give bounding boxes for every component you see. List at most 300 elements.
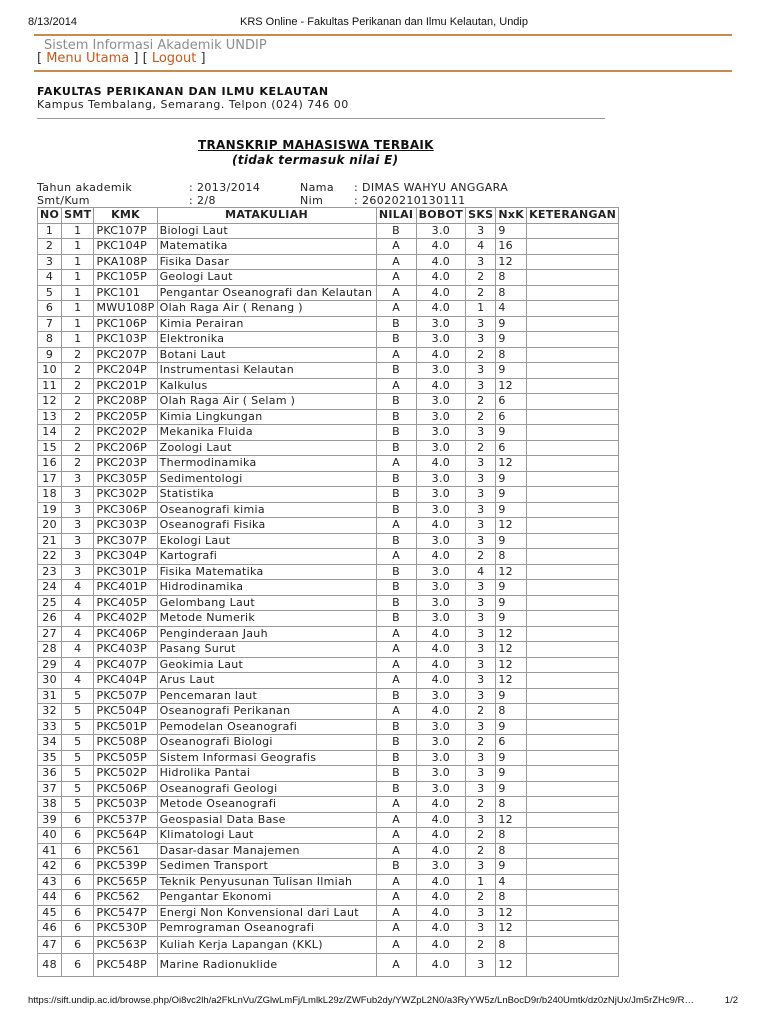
smt-kum-label: Smt/Kum: [37, 194, 90, 207]
cell-nilai: A: [376, 828, 416, 844]
cell-bobot: 4.0: [416, 704, 465, 720]
faculty-address: Kampus Tembalang, Semarang. Telpon (024) 746 00: [37, 98, 349, 111]
cell-keterangan: [527, 642, 619, 658]
cell-matakuliah: Geospasial Data Base: [157, 812, 376, 828]
cell-matakuliah: Geokimia Laut: [157, 657, 376, 673]
cell-nilai: A: [376, 936, 416, 954]
header-kmk: KMK: [94, 208, 157, 224]
cell-matakuliah: Fisika Dasar: [157, 254, 376, 270]
cell-bobot: 3.0: [416, 425, 465, 441]
cell-smt: 2: [62, 394, 94, 410]
cell-bobot: 3.0: [416, 781, 465, 797]
table-row: [38, 704, 619, 720]
cell-no: 16: [38, 456, 62, 472]
cell-nilai: B: [376, 425, 416, 441]
cell-sks: 2: [466, 409, 496, 425]
table-row: [38, 239, 619, 255]
cell-smt: 3: [62, 518, 94, 534]
table-row: [38, 285, 619, 301]
cell-no: 1: [38, 223, 62, 239]
cell-smt: 5: [62, 750, 94, 766]
cell-matakuliah: Klimatologi Laut: [157, 828, 376, 844]
cell-sks: 3: [466, 673, 496, 689]
menu-bracket-open: [: [37, 51, 43, 66]
cell-bobot: 3.0: [416, 735, 465, 751]
cell-no: 10: [38, 363, 62, 379]
menu-divider: [34, 70, 732, 72]
cell-nxk: 12: [496, 642, 527, 658]
cell-matakuliah: Sistem Informasi Geografis: [157, 750, 376, 766]
cell-keterangan: [527, 316, 619, 332]
cell-matakuliah: Olah Raga Air ( Selam ): [157, 394, 376, 410]
cell-nxk: 9: [496, 471, 527, 487]
table-header-row: [38, 208, 619, 224]
cell-nilai: A: [376, 921, 416, 937]
cell-smt: 4: [62, 626, 94, 642]
table-row: [38, 874, 619, 890]
cell-bobot: 3.0: [416, 440, 465, 456]
table-row: [38, 378, 619, 394]
cell-kmk: PKC537P: [94, 812, 157, 828]
cell-keterangan: [527, 239, 619, 255]
cell-kmk: PKC565P: [94, 874, 157, 890]
cell-smt: 3: [62, 533, 94, 549]
transcript-title: TRANSKRIP MAHASISWA TERBAIK: [198, 138, 434, 152]
cell-keterangan: [527, 378, 619, 394]
cell-nxk: 8: [496, 936, 527, 954]
cell-nilai: A: [376, 378, 416, 394]
cell-smt: 1: [62, 301, 94, 317]
cell-keterangan: [527, 471, 619, 487]
cell-nilai: B: [376, 688, 416, 704]
cell-nxk: 9: [496, 595, 527, 611]
cell-sks: 3: [466, 471, 496, 487]
cell-bobot: 3.0: [416, 409, 465, 425]
cell-smt: 6: [62, 859, 94, 875]
cell-smt: 4: [62, 580, 94, 596]
cell-nilai: B: [376, 766, 416, 782]
cell-nilai: A: [376, 954, 416, 977]
cell-matakuliah: Instrumentasi Kelautan: [157, 363, 376, 379]
cell-smt: 6: [62, 843, 94, 859]
cell-keterangan: [527, 735, 619, 751]
cell-bobot: 3.0: [416, 688, 465, 704]
table-row: [38, 301, 619, 317]
cell-kmk: PKC205P: [94, 409, 157, 425]
cell-smt: 5: [62, 704, 94, 720]
cell-kmk: PKC203P: [94, 456, 157, 472]
cell-nilai: B: [376, 487, 416, 503]
cell-bobot: 4.0: [416, 657, 465, 673]
cell-keterangan: [527, 688, 619, 704]
cell-no: 38: [38, 797, 62, 813]
cell-nxk: 12: [496, 626, 527, 642]
cell-no: 13: [38, 409, 62, 425]
table-row: [38, 595, 619, 611]
cell-bobot: 3.0: [416, 394, 465, 410]
table-row: [38, 549, 619, 565]
cell-keterangan: [527, 812, 619, 828]
cell-nxk: 6: [496, 440, 527, 456]
cell-keterangan: [527, 518, 619, 534]
cell-keterangan: [527, 456, 619, 472]
table-row: [38, 626, 619, 642]
cell-keterangan: [527, 611, 619, 627]
cell-keterangan: [527, 657, 619, 673]
cell-no: 33: [38, 719, 62, 735]
cell-sks: 3: [466, 642, 496, 658]
cell-nilai: B: [376, 781, 416, 797]
cell-nilai: B: [376, 533, 416, 549]
cell-no: 12: [38, 394, 62, 410]
cell-kmk: PKC504P: [94, 704, 157, 720]
cell-no: 32: [38, 704, 62, 720]
table-row: [38, 673, 619, 689]
cell-bobot: 4.0: [416, 301, 465, 317]
header-bobot: BOBOT: [416, 208, 465, 224]
cell-bobot: 3.0: [416, 223, 465, 239]
cell-smt: 1: [62, 223, 94, 239]
cell-keterangan: [527, 549, 619, 565]
cell-bobot: 4.0: [416, 954, 465, 977]
cell-kmk: PKC561: [94, 843, 157, 859]
cell-bobot: 3.0: [416, 859, 465, 875]
print-url: https://sift.undip.ac.id/browse.php/Oi8vc2lh/a2FkLnVu/ZGlwLmFj/LmlkL29z/ZWFub2dy/YWZpL2N0/a3RyYW5z/LnBocD9r/b240Umtk/dz0zNjUx/Jm5rZHc9/R…: [28, 995, 694, 1006]
cell-no: 23: [38, 564, 62, 580]
cell-nilai: B: [376, 735, 416, 751]
cell-kmk: PKC107P: [94, 223, 157, 239]
header-nilai: NILAI: [376, 208, 416, 224]
cell-no: 22: [38, 549, 62, 565]
cell-no: 25: [38, 595, 62, 611]
smt-kum-value: : 2/8: [189, 194, 216, 207]
cell-smt: 5: [62, 766, 94, 782]
table-row: [38, 735, 619, 751]
cell-nxk: 4: [496, 301, 527, 317]
cell-nilai: B: [376, 564, 416, 580]
cell-keterangan: [527, 440, 619, 456]
table-row: [38, 502, 619, 518]
cell-keterangan: [527, 270, 619, 286]
cell-kmk: PKC303P: [94, 518, 157, 534]
table-row: [38, 688, 619, 704]
top-divider: [34, 34, 732, 36]
cell-kmk: PKC307P: [94, 533, 157, 549]
cell-bobot: 4.0: [416, 890, 465, 906]
cell-kmk: PKC202P: [94, 425, 157, 441]
cell-matakuliah: Sedimen Transport: [157, 859, 376, 875]
cell-smt: 3: [62, 549, 94, 565]
cell-no: 17: [38, 471, 62, 487]
cell-nxk: 9: [496, 487, 527, 503]
table-row: [38, 719, 619, 735]
tahun-akademik-label: Tahun akademik: [37, 181, 133, 194]
cell-keterangan: [527, 781, 619, 797]
cell-sks: 1: [466, 874, 496, 890]
cell-sks: 2: [466, 704, 496, 720]
cell-nxk: 12: [496, 673, 527, 689]
cell-smt: 5: [62, 797, 94, 813]
cell-nilai: B: [376, 611, 416, 627]
cell-nxk: 9: [496, 223, 527, 239]
cell-bobot: 4.0: [416, 549, 465, 565]
cell-nilai: A: [376, 673, 416, 689]
cell-bobot: 3.0: [416, 766, 465, 782]
cell-no: 35: [38, 750, 62, 766]
cell-matakuliah: Kuliah Kerja Lapangan (KKL): [157, 936, 376, 954]
cell-no: 41: [38, 843, 62, 859]
table-row: [38, 223, 619, 239]
cell-kmk: PKC404P: [94, 673, 157, 689]
cell-smt: 4: [62, 595, 94, 611]
cell-bobot: 4.0: [416, 905, 465, 921]
cell-smt: 3: [62, 564, 94, 580]
cell-kmk: PKC548P: [94, 954, 157, 977]
cell-no: 21: [38, 533, 62, 549]
cell-matakuliah: Geologi Laut: [157, 270, 376, 286]
nim-label: Nim: [300, 194, 324, 207]
cell-bobot: 3.0: [416, 471, 465, 487]
cell-matakuliah: Zoologi Laut: [157, 440, 376, 456]
table-row: [38, 471, 619, 487]
print-page-number: 1/2: [724, 995, 738, 1006]
cell-nxk: 9: [496, 688, 527, 704]
cell-nxk: 12: [496, 456, 527, 472]
cell-matakuliah: Pemrograman Oseanografi: [157, 921, 376, 937]
cell-sks: 3: [466, 626, 496, 642]
cell-matakuliah: Thermodinamika: [157, 456, 376, 472]
cell-smt: 3: [62, 487, 94, 503]
cell-kmk: PKC507P: [94, 688, 157, 704]
cell-no: 4: [38, 270, 62, 286]
cell-kmk: PKC501P: [94, 719, 157, 735]
cell-bobot: 4.0: [416, 270, 465, 286]
cell-smt: 2: [62, 347, 94, 363]
cell-sks: 3: [466, 378, 496, 394]
cell-nxk: 9: [496, 719, 527, 735]
cell-keterangan: [527, 409, 619, 425]
cell-nilai: A: [376, 301, 416, 317]
cell-nxk: 9: [496, 859, 527, 875]
cell-nilai: A: [376, 270, 416, 286]
cell-no: 8: [38, 332, 62, 348]
cell-kmk: PKC563P: [94, 936, 157, 954]
cell-nilai: B: [376, 332, 416, 348]
cell-matakuliah: Oseanografi Geologi: [157, 781, 376, 797]
system-name: Sistem Informasi Akademik UNDIP: [44, 38, 267, 53]
cell-kmk: PKC103P: [94, 332, 157, 348]
cell-matakuliah: Marine Radionuklide: [157, 954, 376, 977]
table-row: [38, 812, 619, 828]
cell-nxk: 8: [496, 843, 527, 859]
cell-sks: 3: [466, 688, 496, 704]
cell-no: 40: [38, 828, 62, 844]
tahun-akademik-value: : 2013/2014: [189, 181, 261, 194]
cell-sks: 3: [466, 595, 496, 611]
cell-bobot: 3.0: [416, 363, 465, 379]
cell-sks: 3: [466, 611, 496, 627]
cell-sks: 3: [466, 719, 496, 735]
cell-no: 7: [38, 316, 62, 332]
cell-keterangan: [527, 301, 619, 317]
table-row: [38, 859, 619, 875]
cell-sks: 2: [466, 828, 496, 844]
cell-sks: 2: [466, 440, 496, 456]
print-date: 8/13/2014: [28, 16, 77, 28]
cell-nxk: 6: [496, 409, 527, 425]
cell-smt: 5: [62, 688, 94, 704]
cell-bobot: 4.0: [416, 843, 465, 859]
cell-sks: 2: [466, 797, 496, 813]
cell-keterangan: [527, 750, 619, 766]
cell-keterangan: [527, 890, 619, 906]
cell-keterangan: [527, 332, 619, 348]
cell-keterangan: [527, 905, 619, 921]
header-sks: SKS: [466, 208, 496, 224]
cell-keterangan: [527, 843, 619, 859]
cell-keterangan: [527, 936, 619, 954]
cell-no: 24: [38, 580, 62, 596]
cell-smt: 2: [62, 456, 94, 472]
cell-kmk: PKC406P: [94, 626, 157, 642]
cell-smt: 6: [62, 936, 94, 954]
cell-bobot: 4.0: [416, 874, 465, 890]
menu-bracket-close: ]: [200, 51, 206, 66]
cell-smt: 4: [62, 642, 94, 658]
cell-sks: 3: [466, 487, 496, 503]
cell-keterangan: [527, 626, 619, 642]
header-smt: SMT: [62, 208, 94, 224]
cell-kmk: PKC201P: [94, 378, 157, 394]
cell-matakuliah: Pencemaran laut: [157, 688, 376, 704]
cell-nilai: A: [376, 642, 416, 658]
table-row: [38, 657, 619, 673]
cell-nilai: B: [376, 595, 416, 611]
cell-matakuliah: Olah Raga Air ( Renang ): [157, 301, 376, 317]
cell-keterangan: [527, 874, 619, 890]
cell-nxk: 12: [496, 812, 527, 828]
cell-nilai: B: [376, 719, 416, 735]
cell-nxk: 9: [496, 502, 527, 518]
cell-nilai: B: [376, 471, 416, 487]
cell-smt: 1: [62, 270, 94, 286]
cell-nxk: 8: [496, 890, 527, 906]
cell-no: 3: [38, 254, 62, 270]
cell-matakuliah: Pengantar Ekonomi: [157, 890, 376, 906]
cell-sks: 1: [466, 301, 496, 317]
cell-nilai: A: [376, 657, 416, 673]
cell-kmk: PKC564P: [94, 828, 157, 844]
cell-bobot: 4.0: [416, 518, 465, 534]
cell-smt: 2: [62, 425, 94, 441]
cell-keterangan: [527, 859, 619, 875]
cell-nilai: B: [376, 363, 416, 379]
cell-kmk: PKC301P: [94, 564, 157, 580]
table-row: [38, 580, 619, 596]
cell-matakuliah: Ekologi Laut: [157, 533, 376, 549]
cell-kmk: PKC506P: [94, 781, 157, 797]
cell-nilai: A: [376, 905, 416, 921]
cell-smt: 3: [62, 471, 94, 487]
cell-nilai: B: [376, 580, 416, 596]
cell-kmk: PKC106P: [94, 316, 157, 332]
cell-matakuliah: Kartografi: [157, 549, 376, 565]
cell-matakuliah: Oseanografi Biologi: [157, 735, 376, 751]
cell-no: 29: [38, 657, 62, 673]
cell-bobot: 4.0: [416, 812, 465, 828]
cell-nilai: B: [376, 750, 416, 766]
cell-bobot: 3.0: [416, 487, 465, 503]
logout-link[interactable]: Logout: [151, 51, 197, 66]
table-row: [38, 270, 619, 286]
cell-no: 18: [38, 487, 62, 503]
cell-nxk: 9: [496, 750, 527, 766]
cell-no: 14: [38, 425, 62, 441]
table-row: [38, 611, 619, 627]
top-menu: [37, 51, 206, 66]
cell-nxk: 8: [496, 270, 527, 286]
cell-keterangan: [527, 487, 619, 503]
table-row: [38, 487, 619, 503]
cell-matakuliah: Biologi Laut: [157, 223, 376, 239]
cell-nilai: B: [376, 440, 416, 456]
cell-kmk: PKC539P: [94, 859, 157, 875]
cell-kmk: PKC206P: [94, 440, 157, 456]
cell-sks: 3: [466, 518, 496, 534]
cell-nxk: 9: [496, 425, 527, 441]
cell-kmk: MWU108P: [94, 301, 157, 317]
cell-nilai: A: [376, 843, 416, 859]
cell-sks: 3: [466, 332, 496, 348]
cell-keterangan: [527, 223, 619, 239]
cell-kmk: PKC562: [94, 890, 157, 906]
cell-sks: 3: [466, 812, 496, 828]
cell-matakuliah: Metode Oseanografi: [157, 797, 376, 813]
cell-matakuliah: Penginderaan Jauh: [157, 626, 376, 642]
cell-matakuliah: Pengantar Oseanografi dan Kelautan: [157, 285, 376, 301]
cell-smt: 1: [62, 332, 94, 348]
header-nxk: NxK: [496, 208, 527, 224]
transcript-table: [37, 207, 619, 977]
cell-sks: 3: [466, 456, 496, 472]
menu-utama-link[interactable]: Menu Utama: [46, 51, 130, 66]
cell-kmk: PKC305P: [94, 471, 157, 487]
cell-nxk: 8: [496, 285, 527, 301]
table-row: [38, 363, 619, 379]
cell-sks: 3: [466, 954, 496, 977]
cell-matakuliah: Arus Laut: [157, 673, 376, 689]
cell-kmk: PKC204P: [94, 363, 157, 379]
table-row: [38, 533, 619, 549]
cell-no: 30: [38, 673, 62, 689]
cell-no: 28: [38, 642, 62, 658]
cell-no: 11: [38, 378, 62, 394]
cell-matakuliah: Kimia Lingkungan: [157, 409, 376, 425]
cell-bobot: 3.0: [416, 580, 465, 596]
cell-smt: 4: [62, 673, 94, 689]
cell-matakuliah: Kimia Perairan: [157, 316, 376, 332]
cell-keterangan: [527, 673, 619, 689]
cell-smt: 1: [62, 239, 94, 255]
cell-nilai: B: [376, 316, 416, 332]
cell-matakuliah: Statistika: [157, 487, 376, 503]
cell-kmk: PKC105P: [94, 270, 157, 286]
cell-sks: 2: [466, 394, 496, 410]
cell-matakuliah: Oseanografi Perikanan: [157, 704, 376, 720]
address-divider: [37, 118, 605, 119]
cell-no: 5: [38, 285, 62, 301]
table-row: [38, 797, 619, 813]
